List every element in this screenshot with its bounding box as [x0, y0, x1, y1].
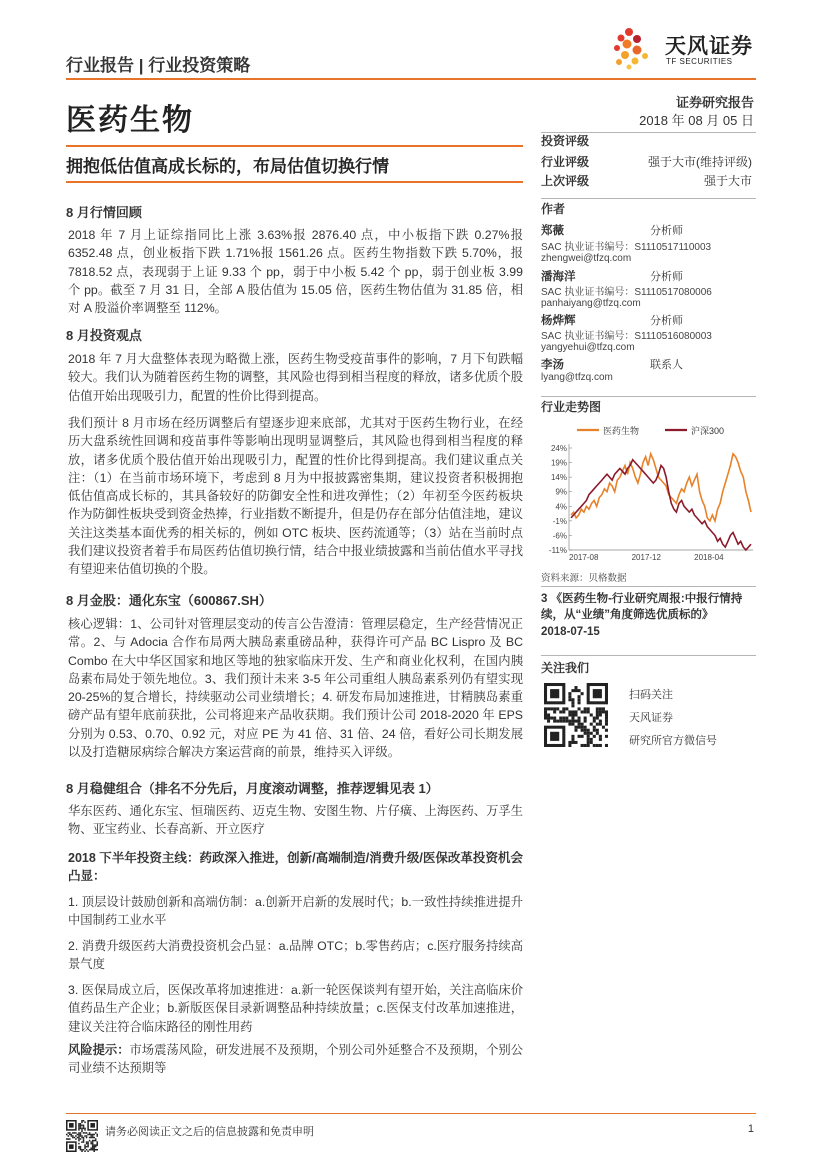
x-tick-label: 2018-04 [694, 553, 724, 562]
related-report-date: 2018-07-15 [541, 626, 600, 638]
risk-text: 市场震荡风险，研发进展不及预期，个别公司外延整合不及预期，个别公司业绩不达预期等 [68, 1043, 524, 1076]
y-tick-label: -6% [552, 531, 567, 541]
analyst-name: 潘海洋 [541, 271, 576, 283]
trend-chart-svg [541, 418, 757, 568]
analyst-email[interactable]: lyang@tfzq.com [541, 372, 613, 383]
related-report-link[interactable]: 3 《医药生物-行业研究周报:中报行情持续，从“业绩”角度筛选优质标的》 [541, 593, 743, 621]
authors-title: 作者 [541, 202, 566, 216]
analyst-email[interactable]: yangyehui@tfzq.com [541, 342, 635, 353]
stock-paragraph: 核心逻辑：1、公司针对管理层变动的传言公告澄清：管理层稳定，生产经营情况正常。2、与 Adocia 合作布局两大胰岛素重磅品种，获得许可产品 BC Lispro 及 BC Combo 在大中华区国家和地区等地的独家临床开发、生产和商业化权利，在国内胰岛素布局处于领先地位。3、我们预计未来 3-5 年公司重组人胰岛素系列仍有望实现 20-25%的复合增长，持续驱动公司业绩增长；4. 研发布局加速推进，甘精胰岛素重磅产品有望年底前获批，公司将迎来产品收获期。我们预计公司 2018-2020 年 EPS 分别为 0.53、0.70、0.92 元，对应 PE 为 41 倍、31 倍、24 倍，看好公司长期发展以及打造糖尿病综合解决方案运营商的前景，维持买入评级。 [68, 617, 523, 760]
headline-top-rule [66, 145, 523, 147]
theme-item-3: 3. 医保局成立后，医保改革将加速推进：a.新一轮医保谈判有望开始，关注高临床价值药品生产企业；b.新版医保目录新调整品种持续放量；c.医保支付改革加速推进，建议关注符合临床路径的刚性用药 [68, 983, 523, 1034]
section-title-view: 8 月投资观点 [66, 328, 142, 343]
qr-label: 研究所官方微信号 [629, 735, 717, 747]
analyst-email[interactable]: panhaiyang@tfzq.com [541, 298, 641, 309]
analyst-name: 郑薇 [541, 225, 564, 237]
analyst-cert: SAC 执业证书编号：S1110516080003 [541, 331, 712, 342]
theme-item-2: 2. 消费升级医药大消费投资机会凸显：a.品牌 OTC；b.零售药店；c.医疗服务持续高景气度 [68, 939, 523, 972]
y-tick-label: -1% [552, 516, 567, 526]
risk-paragraph [68, 1041, 523, 1078]
sidebar-rule-contact [541, 655, 756, 656]
analyst-email[interactable]: zhengwei@tfzq.com [541, 253, 632, 264]
analyst-role: 分析师 [650, 315, 683, 327]
y-tick-label: 9% [555, 487, 567, 497]
tf-logo-mark-icon [611, 26, 667, 72]
legend-label: 医药生物 [603, 426, 640, 436]
headline-bottom-rule [66, 181, 523, 183]
report-headline: 拥抱低估值高成长标的，布局估值切换行情 [66, 157, 389, 176]
last-rating-value: 强于大市 [703, 174, 752, 188]
chart-source: 资料来源：贝格数据 [541, 573, 627, 584]
sidebar-rule-authors [541, 198, 756, 199]
series-line-hs300 [571, 460, 751, 550]
analyst-role: 联系人 [650, 359, 683, 371]
view-paragraph-1: 2018 年 7 月大盘整体表现为略微上涨，医药生物受疫苗事件的影响，7 月下旬跌幅较大。我们认为随着医药生物的调整，其风险也得到相当程度的释放，诸多优质个股估值开始出现吸引力，配置的性价比得到提高。 [68, 352, 523, 403]
report-type-tag: 行业报告 | 行业投资策略 [66, 56, 251, 75]
section-title-stock: 8 月金股：通化东宝（600867.SH） [66, 593, 272, 608]
industry-rating-label: 行业评级 [541, 155, 590, 169]
company-name-cn: 天风证券 [665, 35, 753, 58]
sidebar-rule-trend [541, 396, 756, 397]
footer-divider [66, 1113, 756, 1114]
sidebar-rule-related [541, 586, 756, 587]
review-paragraph: 2018 年 7 月上证综指同比上涨 3.63%报 2876.40 点，中小板指下跌 0.27%报 6352.48 点，创业板指下跌 1.71%报 1561.26 点。医药生物指数下跌 5.70%，报 7818.52 点，表现弱于上证 9.33 个 pp，弱于中小板 5.42 个 pp，弱于创业板 3.99 个 pp。截至 7 月 31 日，全部 A 股估值为 15.05 倍，医药生物估值为 31.85 倍，相对 A 股溢价率调整至 112%。 [68, 228, 523, 316]
qr-label: 扫码关注 [629, 689, 673, 701]
y-tick-label: 19% [550, 458, 567, 468]
last-rating-label: 上次评级 [541, 174, 590, 188]
analyst-role: 分析师 [650, 271, 683, 283]
theme-item-1: 1. 顶层设计鼓励创新和高端仿制：a.创新开启新的发展时代；b.一致性持续推进提升中国制药工业水平 [68, 895, 523, 928]
company-name-en: TF SECURITIES [666, 57, 733, 66]
report-date: 2018 年 08 月 05 日 [639, 113, 754, 128]
y-tick-label: 4% [555, 502, 567, 512]
analyst-cert: SAC 执业证书编号：S1110517110003 [541, 242, 712, 253]
y-tick-label: 14% [550, 473, 567, 483]
x-tick-label: 2017-08 [569, 553, 599, 562]
contact-title: 关注我们 [541, 661, 590, 675]
risk-label: 风险提示： [68, 1043, 130, 1057]
header-divider [66, 78, 756, 80]
x-tick-label: 2017-12 [631, 553, 661, 562]
qr-code-icon [544, 683, 608, 747]
analyst-cert: SAC 执业证书编号：S1110517080006 [541, 287, 712, 298]
analyst-name: 李汤 [541, 359, 564, 371]
qr-label: 天风证券 [629, 712, 673, 724]
footer-qr-code [66, 1120, 98, 1152]
view-paragraph-2: 我们预计 8 月市场在经历调整后有望逐步迎来底部，尤其对于医药生物行业，在经历大盘系统性回调和疫苗事件等影响出现明显调整后，其风险也得到相当程度的释放，诸多优质个股估值开始出现吸引力，配置的性价比得到提高。我们建议重点关注：（1）在当前市场环境下，考虑到 8 月为中报披露密集期，建议投资者积极拥抱低估值高成长标的，其具备较好的防御安全性和进攻弹性；（2）年初至今医药板块作为防御性板块受到资金热捧，行业指数不断提升，但是仍存在部分估值洼地，建议关注这类基本面优秀的相关标的，例如 OTC 板块、医药流通等；（3）站在当前时点我们建议投资者着手布局医药估值切换行情，结合中报业绩披露和当前估值水平寻找有望迎来估值切换的个股。 [68, 416, 523, 577]
qr-code-icon [66, 1120, 98, 1152]
footer-disclaimer: 请务必阅读正文之后的信息披露和免责申明 [105, 1126, 314, 1138]
industry-trend-chart [541, 418, 757, 568]
y-tick-label: -11% [548, 546, 567, 555]
y-tick-label: 24% [550, 444, 567, 453]
legend-label: 沪深300 [691, 426, 725, 436]
section-title-portfolio: 8 月稳健组合（排名不分先后，月度滚动调整，推荐逻辑见表 1） [66, 781, 439, 796]
section-title-review: 8 月行情回顾 [66, 205, 142, 220]
analyst-role: 分析师 [650, 225, 683, 237]
rating-title: 投资评级 [541, 134, 590, 148]
analyst-name: 杨烨辉 [541, 315, 576, 327]
portfolio-paragraph: 华东医药、通化东宝、恒瑞医药、迈克生物、安图生物、片仔癀、上海医药、万孚生物、亚宝药业、长春高新、开立医疗 [68, 804, 523, 837]
trend-title: 行业走势图 [541, 400, 602, 414]
page-number: 1 [747, 1123, 754, 1135]
series-line-pharma [571, 454, 751, 521]
theme-title: 2018 下半年投资主线：药政深入推进，创新/高端制造/消费升级/医保改革投资机会凸显： [68, 851, 523, 884]
report-kind: 证券研究报告 [675, 95, 754, 110]
industry-title: 医药生物 [66, 104, 194, 137]
wechat-qr-code[interactable] [544, 683, 608, 747]
industry-rating-value: 强于大市(维持评级) [648, 155, 752, 169]
